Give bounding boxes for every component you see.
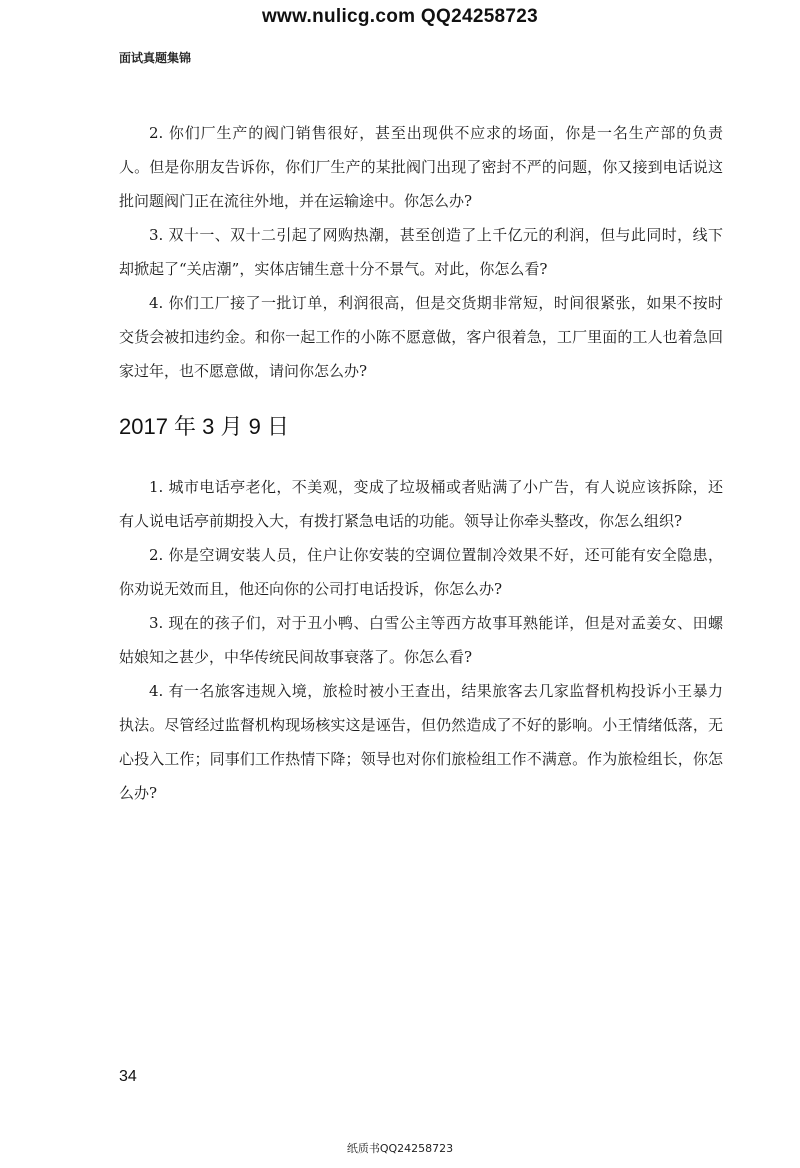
header-url: www.nulicg.com QQ24258723 (261, 6, 539, 27)
date-heading: 2017 年 3 月 9 日 (119, 414, 289, 439)
question-paragraph: 4. 有一名旅客违规入境，旅检时被小王查出，结果旅客去几家监督机构投诉小王暴力执法。尽管经过监督机构现场核实这是诬告，但仍然造成了不好的影响。小王情绪低落，无心投入工作；同事们工作热情下降；领导也对你们旅检组工作不满意。作为旅检组长，你怎么办? (119, 682, 723, 802)
footer-watermark: 纸质书QQ24258723 (346, 1142, 454, 1155)
question-paragraph: 1. 城市电话亭老化，不美观，变成了垃圾桶或者贴满了小广告，有人说应该拆除，还有人说电话亭前期投入大，有拨打紧急电话的功能。领导让你牵头整改，你怎么组织? (119, 478, 723, 530)
question-paragraph: 3. 双十一、双十二引起了网购热潮，甚至创造了上千亿元的利润，但与此同时，线下却掀起了“关店潮”，实体店铺生意十分不景气。对此，你怎么看? (119, 226, 723, 278)
book-title: 面试真题集锦 (119, 51, 192, 65)
question-list-previous (119, 116, 723, 388)
question-list-2017-03-09 (119, 470, 723, 810)
page-number: 34 (119, 1068, 137, 1085)
question-paragraph: 2. 你们厂生产的阀门销售很好，甚至出现供不应求的场面，你是一名生产部的负责人。但是你朋友告诉你，你们厂生产的某批阀门出现了密封不严的问题，你又接到电话说这批问题阀门正在流往外地，并在运输途中。你怎么办? (119, 124, 723, 210)
question-paragraph: 4. 你们工厂接了一批订单，利润很高，但是交货期非常短，时间很紧张，如果不按时交货会被扣违约金。和你一起工作的小陈不愿意做，客户很着急，工厂里面的工人也着急回家过年，也不愿意做，请问你怎么办? (119, 294, 723, 380)
question-paragraph: 2. 你是空调安装人员，住户让你安装的空调位置制冷效果不好，还可能有安全隐患，你劝说无效而且，他还向你的公司打电话投诉，你怎么办? (119, 546, 723, 598)
question-paragraph: 3. 现在的孩子们，对于丑小鸭、白雪公主等西方故事耳熟能详，但是对孟姜女、田螺姑娘知之甚少，中华传统民间故事衰落了。你怎么看? (119, 614, 723, 666)
